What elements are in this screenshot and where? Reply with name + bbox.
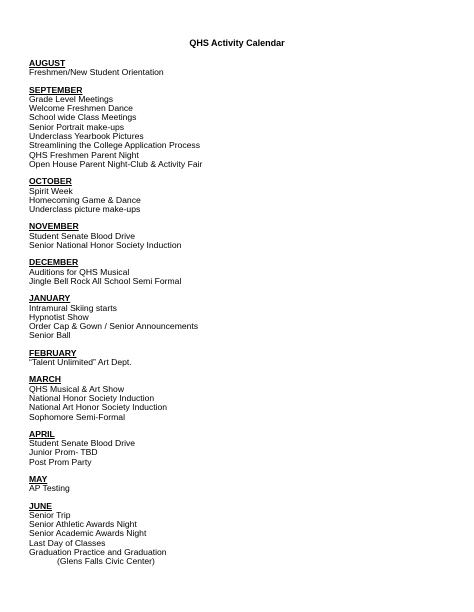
month-section-september [29, 86, 449, 170]
page-title: QHS Activity Calendar [189, 38, 285, 48]
month-heading-august: AUGUST [29, 58, 66, 68]
activity-item: Freshmen/New Student Orientation [29, 67, 164, 78]
activity-item: Graduation Practice and Graduation [29, 547, 167, 558]
activity-item: Last Day of Classes [29, 537, 106, 548]
month-section-april [29, 430, 449, 467]
month-heading-january: JANUARY [29, 293, 71, 304]
activity-item: Sophomore Semi-Formal [29, 411, 125, 422]
month-section-october [29, 177, 449, 214]
activity-item: Auditions for QHS Musical [29, 266, 130, 277]
month-heading-november: NOVEMBER [29, 221, 79, 232]
month-heading-april: APRIL [29, 428, 55, 439]
activity-item: “Talent Unlimited” Art Dept. [29, 357, 132, 368]
month-section-march [29, 375, 449, 421]
activity-item: QHS Musical & Art Show [29, 383, 125, 394]
activity-item: Open House Parent Night-Club & Activity Fair [29, 158, 203, 169]
month-heading-june: JUNE [29, 500, 52, 511]
month-section-february [29, 349, 449, 368]
month-section-january [29, 294, 449, 340]
activity-item: Senior Trip [29, 509, 71, 520]
activity-item: Homecoming Game & Dance [29, 194, 141, 205]
month-heading-february: FEBRUARY [29, 347, 77, 358]
month-heading-october: OCTOBER [29, 176, 72, 187]
activity-item-location-note: (Glens Falls Civic Center) [57, 556, 155, 567]
activity-item: National Honor Society Induction [29, 392, 155, 403]
activity-item: Grade Level Meetings [29, 93, 114, 104]
activity-calendar-list [29, 59, 449, 567]
activity-item: Senior Portrait make-ups [29, 121, 125, 132]
month-section-november [29, 222, 449, 250]
activity-item: AP Testing [29, 483, 70, 494]
activity-item: Post Prom Party [29, 456, 92, 467]
activity-item: Senior National Honor Society Induction [29, 240, 182, 251]
activity-item: Student Senate Blood Drive [29, 438, 136, 449]
month-section-august [29, 59, 449, 78]
activity-item: Order Cap & Gown / Senior Announcements [29, 321, 199, 332]
month-heading-december: DECEMBER [29, 257, 79, 268]
activity-item: Spirit Week [29, 185, 73, 196]
activity-item: Underclass picture make-ups [29, 204, 141, 215]
activity-item: School wide Class Meetings [29, 112, 137, 123]
activity-item: National Art Honor Society Induction [29, 402, 168, 413]
activity-item: Hypnotist Show [29, 311, 89, 322]
activity-item: QHS Freshmen Parent Night [29, 149, 139, 160]
activity-item: Streamlining the College Application Process [29, 140, 201, 151]
month-section-december [29, 258, 449, 286]
activity-item: Welcome Freshmen Dance [29, 103, 133, 114]
activity-item: Student Senate Blood Drive [29, 230, 136, 241]
activity-item: Senior Ball [29, 330, 71, 341]
activity-item: Intramural Skiing starts [29, 302, 117, 313]
activity-item: Jingle Bell Rock All School Semi Formal [29, 275, 182, 286]
activity-item: Senior Athletic Awards Night [29, 519, 137, 530]
activity-item: Junior Prom- TBD [29, 447, 98, 458]
month-heading-september: SEPTEMBER [29, 84, 83, 95]
month-heading-march: MARCH [29, 374, 61, 385]
month-heading-may: MAY [29, 473, 48, 484]
month-section-june [29, 502, 449, 567]
month-section-may [29, 475, 449, 494]
activity-item: Underclass Yearbook Pictures [29, 131, 144, 142]
activity-item: Senior Academic Awards Night [29, 528, 147, 539]
